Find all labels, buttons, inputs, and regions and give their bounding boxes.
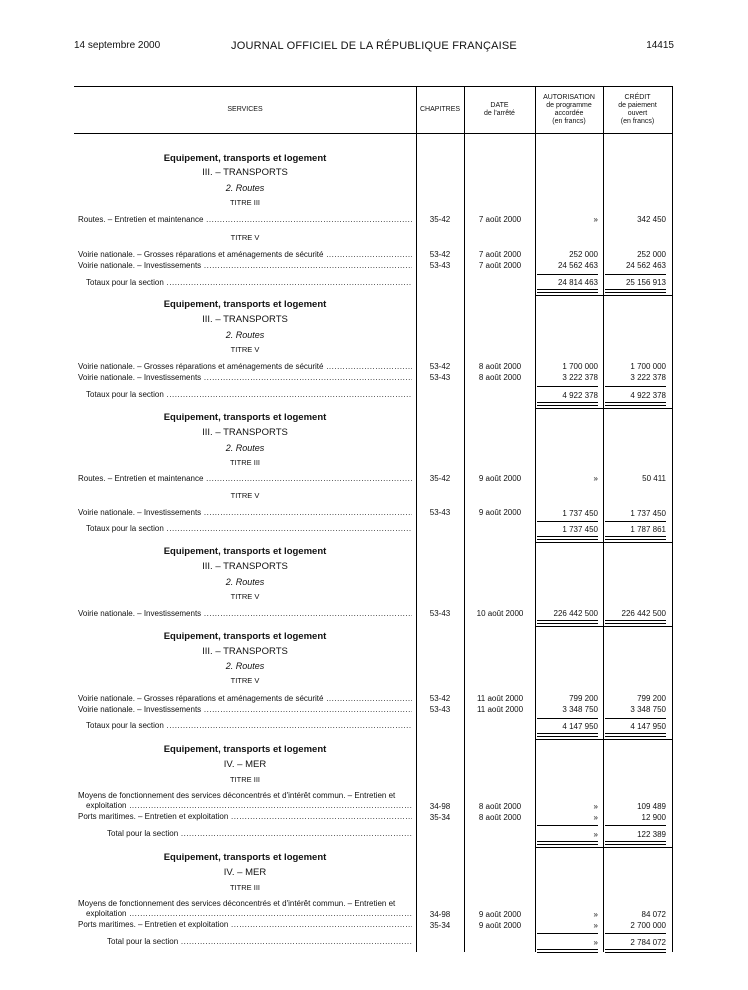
row-autorisation: 1 700 000 (562, 362, 598, 371)
row-label: Voirie nationale. – Investissements ..... (78, 373, 412, 383)
titre-heading: TITRE III (230, 198, 260, 207)
row-date: 9 août 2000 (478, 921, 522, 930)
subtotal-rule (605, 274, 666, 275)
titre-heading: TITRE V (230, 592, 260, 601)
row-autorisation: » (593, 921, 598, 930)
titre-heading: TITRE III (230, 775, 260, 784)
col-date (464, 102, 535, 118)
section-subheading: 2. Routes (225, 443, 265, 453)
subtotal-rule (605, 718, 666, 719)
total-rule (537, 402, 598, 406)
subtotal-rule (537, 521, 598, 522)
row-date: 11 août 2000 (476, 705, 524, 714)
total-credit: 4 922 378 (630, 391, 666, 400)
subtotal-rule (537, 274, 598, 275)
row-date: 9 août 2000 (478, 910, 522, 919)
row-credit: 342 450 (637, 215, 666, 224)
total-label: Total pour la section ..... (107, 829, 412, 839)
col-auto-l2: de programme (546, 102, 592, 109)
row-autorisation: » (593, 802, 598, 811)
col-autorisation (535, 94, 603, 126)
row-credit: 2 700 000 (630, 921, 666, 930)
col-credit-l2: de paiement (618, 102, 657, 109)
subtotal-rule (537, 718, 598, 719)
titre-heading: TITRE V (230, 491, 260, 500)
row-date: 7 août 2000 (478, 250, 522, 259)
row-chapitre: 35-42 (429, 474, 451, 483)
total-rule (605, 949, 666, 953)
row-credit: 24 562 463 (625, 261, 666, 270)
col-date-l2: de l'arrêté (484, 110, 515, 117)
row-date: 8 août 2000 (478, 373, 522, 382)
row-chapitre: 53-42 (429, 694, 451, 703)
total-label: Total pour la section ..... (107, 937, 412, 947)
row-chapitre: 35-34 (429, 813, 451, 822)
row-chapitre: 35-34 (429, 921, 451, 930)
row-date: 8 août 2000 (478, 813, 522, 822)
section-rule (535, 739, 672, 740)
row-autorisation: 252 000 (569, 250, 598, 259)
row-date: 7 août 2000 (478, 215, 522, 224)
row-credit: 12 900 (641, 813, 666, 822)
row-label: Voirie nationale. – Investissements ..... (78, 609, 412, 619)
row-date: 8 août 2000 (478, 362, 522, 371)
row-credit: 84 072 (641, 910, 666, 919)
total-rule (537, 289, 598, 293)
row-label: Voirie nationale. – Grosses réparations et aménagements de sécurité ..... (78, 250, 412, 260)
row-credit: 3 222 378 (630, 373, 666, 382)
row-label: Voirie nationale. – Investissements ..... (78, 705, 412, 715)
section-subtitle: III. – TRANSPORTS (202, 167, 288, 178)
page-number: 14415 (646, 40, 674, 51)
subtotal-rule (605, 386, 666, 387)
row-date: 11 août 2000 (476, 694, 524, 703)
section-rule (535, 408, 672, 409)
section-subheading: 2. Routes (225, 183, 265, 193)
col-services: SERVICES (227, 106, 263, 113)
row-date: 7 août 2000 (478, 261, 522, 270)
section-subtitle: IV. – MER (223, 867, 267, 878)
section-subtitle: III. – TRANSPORTS (202, 561, 288, 572)
total-rule (605, 402, 666, 406)
row-label: Ports maritimes. – Entretien et exploitation ..... (78, 812, 412, 822)
row-credit: 1 737 450 (630, 509, 666, 518)
row-chapitre: 35-42 (429, 215, 451, 224)
section-subheading: 2. Routes (225, 330, 265, 340)
row-chapitre: 53-42 (429, 362, 451, 371)
row-credit: 252 000 (637, 250, 666, 259)
row-label: Voirie nationale. – Grosses réparations et aménagements de sécurité ..... (78, 694, 412, 704)
total-credit: 25 156 913 (625, 278, 666, 287)
col-credit-l1: CRÉDIT (624, 94, 651, 101)
row-autorisation: 226 442 500 (553, 609, 598, 618)
row-label: Ports maritimes. – Entretien et exploitation ..... (78, 920, 412, 930)
row-chapitre: 34-98 (429, 910, 451, 919)
total-credit: 2 784 072 (630, 938, 666, 947)
total-rule (605, 620, 666, 624)
total-rule (537, 841, 598, 845)
row-date: 9 août 2000 (478, 508, 522, 517)
row-date: 9 août 2000 (478, 474, 522, 483)
section-subheading: 2. Routes (225, 661, 265, 671)
section-rule (535, 626, 672, 627)
section-subtitle: III. – TRANSPORTS (202, 427, 288, 438)
section-subtitle: IV. – MER (223, 759, 267, 770)
section-title: Equipement, transports et logement (163, 153, 327, 164)
total-rule (605, 289, 666, 293)
col-auto-l3: accordée (554, 110, 584, 117)
row-autorisation: 24 562 463 (557, 261, 598, 270)
section-title: Equipement, transports et logement (163, 852, 327, 863)
row-credit: 226 442 500 (621, 609, 666, 618)
row-label: Routes. – Entretien et maintenance ..... (78, 474, 412, 484)
row-chapitre: 53-43 (429, 609, 451, 618)
section-subheading: 2. Routes (225, 577, 265, 587)
total-label: Totaux pour la section ..... (86, 278, 412, 288)
row-credit: 799 200 (637, 694, 666, 703)
subtotal-rule (605, 933, 666, 934)
row-label-line1: Moyens de fonctionnement des services déconcentrés et d'intérêt commun. – Entretien et (78, 791, 396, 800)
total-rule (605, 536, 666, 540)
section-title: Equipement, transports et logement (163, 299, 327, 310)
col-date-l1: DATE (490, 102, 509, 109)
section-title: Equipement, transports et logement (163, 412, 327, 423)
col-chapitres: CHAPITRES (419, 106, 461, 113)
titre-heading: TITRE V (230, 345, 260, 354)
row-chapitre: 53-43 (429, 261, 451, 270)
row-date: 8 août 2000 (478, 802, 522, 811)
total-rule (605, 841, 666, 845)
section-title: Equipement, transports et logement (163, 744, 327, 755)
row-autorisation: 1 737 450 (562, 509, 598, 518)
total-label: Totaux pour la section ..... (86, 721, 412, 731)
col-credit-l4: (en francs) (620, 118, 655, 125)
row-chapitre: 53-43 (429, 508, 451, 517)
col-auto-l1: AUTORISATION (543, 94, 595, 101)
row-label: exploitation ..... (86, 801, 412, 811)
total-credit: 4 147 950 (630, 722, 666, 731)
row-autorisation: » (593, 215, 598, 224)
row-chapitre: 34-98 (429, 802, 451, 811)
subtotal-rule (537, 386, 598, 387)
row-autorisation: » (593, 813, 598, 822)
row-autorisation: 799 200 (569, 694, 598, 703)
total-autorisation: » (593, 830, 598, 839)
total-rule (605, 733, 666, 737)
titre-heading: TITRE III (230, 458, 260, 467)
total-rule (537, 949, 598, 953)
row-label: Routes. – Entretien et maintenance ..... (78, 215, 412, 225)
row-date: 10 août 2000 (476, 609, 524, 618)
row-chapitre: 53-42 (429, 250, 451, 259)
row-label: exploitation ..... (86, 909, 412, 919)
total-autorisation: 1 737 450 (562, 525, 598, 534)
section-title: Equipement, transports et logement (163, 631, 327, 642)
row-credit: 1 700 000 (630, 362, 666, 371)
total-label: Totaux pour la section ..... (86, 524, 412, 534)
row-label-line1: Moyens de fonctionnement des services déconcentrés et d'intérêt commun. – Entretien et (78, 899, 396, 908)
col-credit-l3: ouvert (627, 110, 648, 117)
row-label: Voirie nationale. – Grosses réparations et aménagements de sécurité ..... (78, 362, 412, 372)
subtotal-rule (537, 825, 598, 826)
total-credit: 122 389 (637, 830, 666, 839)
titre-heading: TITRE III (230, 883, 260, 892)
row-credit: 50 411 (642, 474, 666, 483)
total-autorisation: 4 922 378 (562, 391, 598, 400)
total-rule (537, 536, 598, 540)
row-label: Voirie nationale. – Investissements ..... (78, 508, 412, 518)
header-rule (74, 133, 672, 134)
subtotal-rule (605, 521, 666, 522)
section-rule (535, 542, 672, 543)
total-rule (537, 733, 598, 737)
total-autorisation: 24 814 463 (557, 278, 598, 287)
col-divider (672, 86, 673, 952)
section-title: Equipement, transports et logement (163, 546, 327, 557)
journal-title: JOURNAL OFFICIEL DE LA RÉPUBLIQUE FRANÇAISE (231, 40, 517, 52)
section-rule (535, 847, 672, 848)
row-autorisation: » (593, 910, 598, 919)
total-autorisation: » (593, 938, 598, 947)
row-credit: 3 348 750 (630, 705, 666, 714)
header-date: 14 septembre 2000 (74, 40, 161, 51)
total-rule (537, 620, 598, 624)
titre-heading: TITRE V (230, 233, 260, 242)
section-subtitle: III. – TRANSPORTS (202, 314, 288, 325)
row-label: Voirie nationale. – Investissements ..... (78, 261, 412, 271)
row-autorisation: » (593, 474, 598, 483)
total-label: Totaux pour la section ..... (86, 390, 412, 400)
row-chapitre: 53-43 (429, 373, 451, 382)
col-credit (603, 94, 672, 126)
row-credit: 109 489 (637, 802, 666, 811)
row-autorisation: 3 222 378 (562, 373, 598, 382)
section-subtitle: III. – TRANSPORTS (202, 646, 288, 657)
subtotal-rule (537, 933, 598, 934)
section-rule (535, 295, 672, 296)
row-chapitre: 53-43 (429, 705, 451, 714)
titre-heading: TITRE V (230, 676, 260, 685)
col-auto-l4: (en francs) (552, 118, 586, 125)
total-credit: 1 787 861 (630, 525, 666, 534)
total-autorisation: 4 147 950 (562, 722, 598, 731)
subtotal-rule (605, 825, 666, 826)
row-autorisation: 3 348 750 (562, 705, 598, 714)
